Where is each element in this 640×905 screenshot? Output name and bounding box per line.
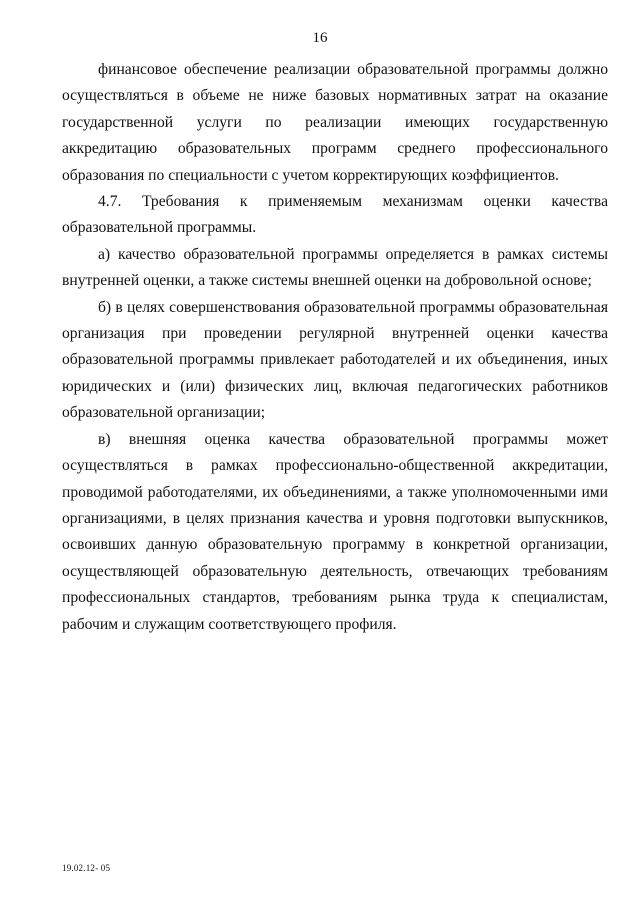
paragraph-4-7-heading: 4.7. Требования к применяемым механизмам оценки качества образовательной программы. (62, 193, 608, 237)
paragraph-financing: финансовое обеспечение реализации образовательной программы должно осуществляться в объеме не ниже базовых нормативных затрат на оказание государственной услуги по реализации имеющих государственную аккредитацию образовательных программ среднего профессионального образования по специальности с учетом корректирующих коэффициентов. (62, 61, 608, 184)
paragraph-item-a: а) качество образовательной программы определяется в рамках системы внутренней оценки, а также системы внешней оценки на добровольной основе; (62, 245, 608, 290)
page-number: 16 (312, 30, 328, 46)
paragraph-item-b: б) в целях совершенствования образовательной программы образовательная организация при проведении регулярной внутренней оценки качества образовательной программы привлекает работодателей и их объединения, иных юридических и (или) физических лиц, включая педагогических работников образовательной организации; (62, 298, 608, 422)
paragraph-item-v: в) внешняя оценка качества образовательной программы может осуществляться в рамках профессионально-общественной аккредитации, проводимой работодателями, их объединениями, а также уполномоченными ими организациями, в целях признания качества и уровня подготовки выпускников, освоивших данную образовательную программу в конкретной организации, осуществляющей образовательную деятельность, отвечающих требованиям профессиональных стандартов, требованиям рынка труда к специалистам, рабочим и служащим соответствующего профиля. (62, 430, 608, 633)
footer-document-code: 19.02.12- 05 (62, 863, 111, 873)
document-body (62, 57, 608, 638)
